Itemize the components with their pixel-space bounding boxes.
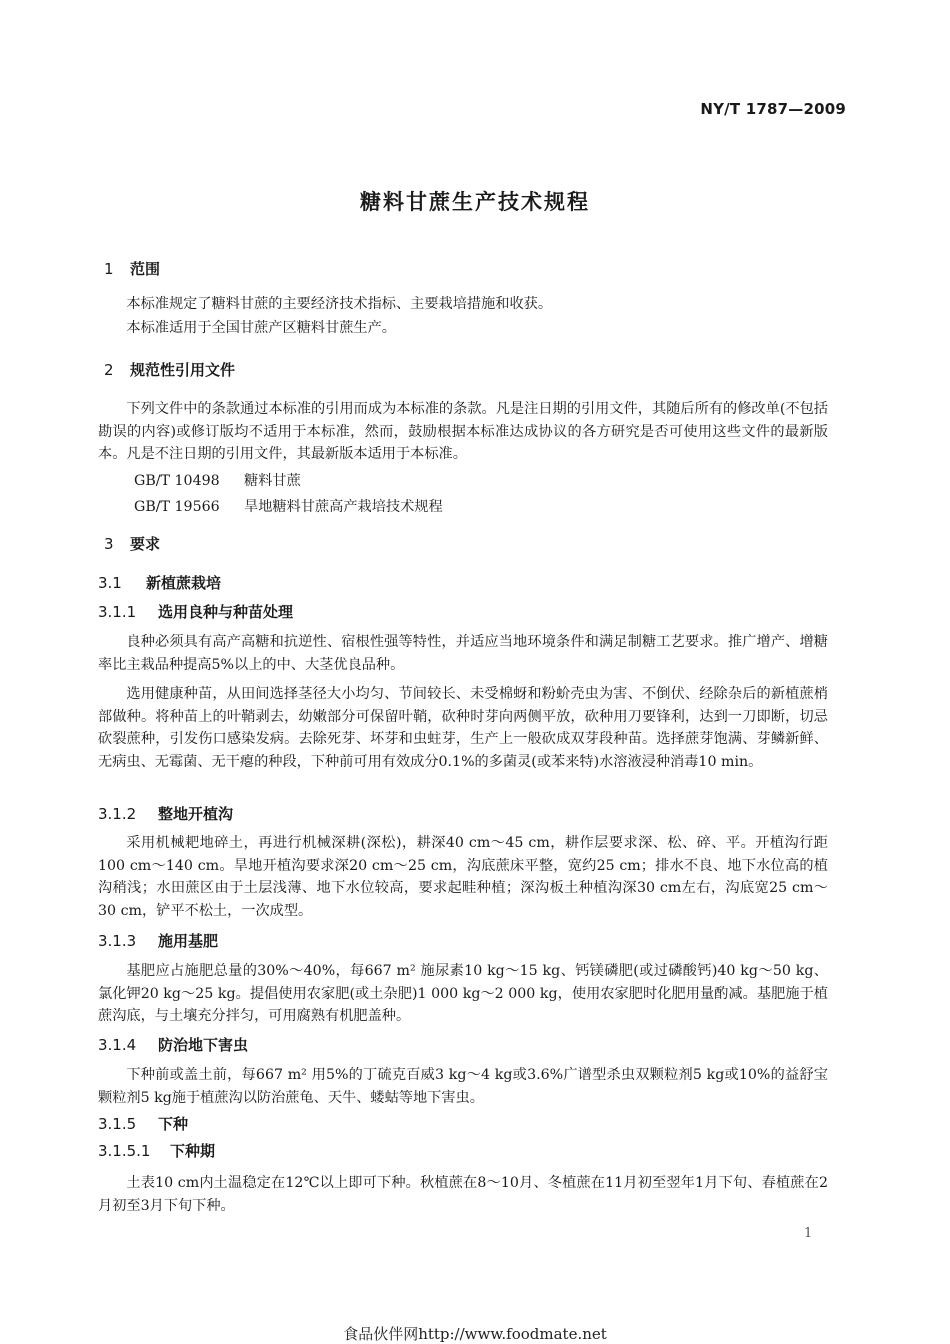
section-number: 3.1.4 (98, 1036, 137, 1054)
reference-code: GB/T 10498 (134, 473, 220, 489)
reference-item (134, 496, 443, 516)
subsection-3-1-5-heading (98, 1113, 188, 1134)
section-number: 3.1.3 (98, 932, 137, 950)
subsection-3-1-2-heading (98, 803, 233, 824)
section-title: 施用基肥 (158, 932, 219, 950)
subsection-3-1-4-heading (98, 1034, 248, 1055)
subsection-3-1-3-heading (98, 930, 218, 951)
section-number: 2 (104, 361, 114, 379)
section-title: 选用良种与种苗处理 (158, 603, 294, 621)
section-number: 3.1.1 (98, 603, 137, 621)
reference-name: 糖料甘蔗 (244, 473, 301, 489)
paragraph: 本标准适用于全国甘蔗产区糖料甘蔗生产。 (126, 320, 396, 336)
section-number: 3 (104, 535, 114, 553)
section-2-heading (104, 359, 235, 380)
paragraph: 采用机械耙地碎土，再进行机械深耕(深松)，耕深40 cm～45 cm，耕作层要求深、松、碎、平。开植沟行距100 cm～140 cm。旱地开植沟要求深20 cm～25 cm，沟底蔗床平整，宽约25 cm；排水不良、地下水位高的植沟稍浅；水田蔗区由于土层浅薄、地下水位较高，要求起畦种植；深沟板土种植沟深30 cm左右，沟底宽25 cm～30 cm，铲平不松土，一次成型。 (98, 835, 828, 919)
footer-watermark: 食品伙伴网http://www.foodmate.net (343, 1325, 607, 1343)
section-title: 要求 (130, 535, 161, 553)
subsection-3-1-1-heading (98, 601, 293, 622)
paragraph: 土表10 cm内土温稳定在12℃以上即可下种。秋植蔗在8～10月、冬植蔗在11月初至翌年1月下旬、春植蔗在2月初至3月下旬下种。 (98, 1175, 828, 1214)
document-title: 糖料甘蔗生产技术规程 (360, 190, 590, 214)
section-number: 3.1.2 (98, 805, 137, 823)
paragraph: 下种前或盖土前，每667 m² 用5%的丁硫克百威3 kg～4 kg或3.6%广谱型杀虫双颗粒剂5 kg或10%的益舒宝颗粒剂5 kg施于植蔗沟以防治蔗龟、天牛、蝼蛄等地下害虫。 (98, 1067, 828, 1106)
section-3-heading (104, 533, 160, 554)
section-title: 规范性引用文件 (130, 361, 236, 379)
section-title: 下种期 (170, 1142, 216, 1160)
section-title: 新植蔗栽培 (146, 574, 222, 592)
reference-item (134, 470, 301, 490)
subsection-3-1-5-1-heading (98, 1140, 215, 1161)
section-number: 3.1.5.1 (98, 1142, 151, 1160)
section-title: 下种 (158, 1115, 189, 1133)
paragraph: 下列文件中的条款通过本标准的引用而成为本标准的条款。凡是注日期的引用文件，其随后所有的修改单(不包括勘误的内容)或修订版均不适用于本标准，然而，鼓励根据本标准达成协议的各方研究是否可使用这些文件的最新版本。凡是不注日期的引用文件，其最新版本适用于本标准。 (98, 401, 828, 462)
page-number: 1 (804, 1226, 813, 1241)
section-title: 整地开植沟 (158, 805, 234, 823)
section-number: 1 (104, 260, 114, 278)
subsection-3-1-heading (98, 572, 221, 593)
paragraph: 良种必须具有高产高糖和抗逆性、宿根性强等特性，并适应当地环境条件和满足制糖工艺要求。推广增产、增糖率比主栽品种提高5%以上的中、大茎优良品种。 (98, 634, 828, 673)
standard-code: NY/T 1787—2009 (700, 100, 846, 118)
paragraph: 本标准规定了糖料甘蔗的主要经济技术指标、主要栽培措施和收获。 (126, 296, 553, 312)
section-number: 3.1 (98, 574, 122, 592)
paragraph: 基肥应占施肥总量的30%～40%，每667 m² 施尿素10 kg～15 kg、钙镁磷肥(或过磷酸钙)40 kg～50 kg、氯化钾20 kg～25 kg。提倡使用农家肥(或土杂肥)1 000 kg～2 000 kg，使用农家肥时化肥用量酌减。基肥施于植蔗沟底，与土壤充分拌匀，可用腐熟有机肥盖种。 (98, 963, 828, 1024)
paragraph: 选用健康种苗，从田间选择茎径大小均匀、节间较长、未受棉蚜和粉蚧壳虫为害、不倒伏、经除杂后的新植蔗梢部做种。将种苗上的叶鞘剥去，幼嫩部分可保留叶鞘，砍种时芽向两侧平放，砍种用刀要锋利，达到一刀即断，切忌砍裂蔗种，引发伤口感染发病。去除死芽、坏芽和虫蛀芽，生产上一般砍成双芽段种苗。选择蔗芽饱满、芽鳞新鲜、无病虫、无霉菌、无干瘪的种段，下种前可用有效成分0.1%的多菌灵(或苯来特)水溶液浸种消毒10 min。 (98, 686, 828, 770)
section-1-heading (104, 258, 160, 279)
section-number: 3.1.5 (98, 1115, 137, 1133)
reference-name: 旱地糖料甘蔗高产栽培技术规程 (244, 499, 443, 515)
section-title: 范围 (130, 260, 161, 278)
section-title: 防治地下害虫 (158, 1036, 249, 1054)
reference-code: GB/T 19566 (134, 499, 220, 515)
